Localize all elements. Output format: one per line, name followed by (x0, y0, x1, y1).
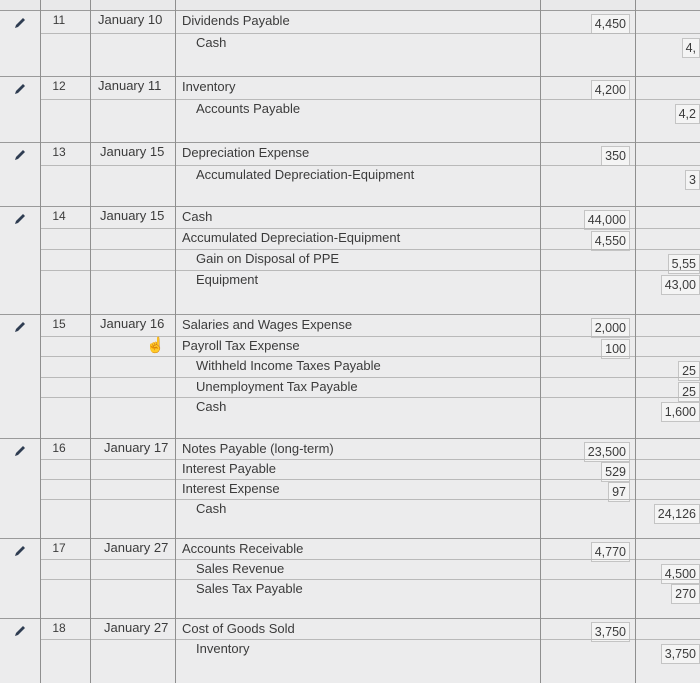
credit-amount[interactable]: 1,600 (661, 402, 700, 422)
row-divider (40, 559, 700, 560)
row-divider (40, 459, 700, 460)
row-divider (40, 397, 700, 398)
credit-account-name[interactable]: Cash (196, 399, 227, 414)
debit-amount[interactable]: 529 (601, 462, 630, 482)
debit-account-name[interactable]: Notes Payable (long-term) (182, 441, 334, 456)
row-divider (40, 270, 700, 271)
credit-account-name[interactable]: Unemployment Tax Payable (196, 378, 358, 394)
pencil-icon (13, 544, 27, 558)
credit-amount[interactable]: 3 (685, 170, 700, 190)
debit-account-name[interactable]: Salaries and Wages Expense (182, 317, 353, 332)
entry-number: 12 (52, 79, 66, 93)
credit-amount[interactable]: 4,2 (675, 104, 700, 124)
debit-account-name[interactable]: Interest Payable (182, 461, 276, 476)
debit-account-name[interactable]: Accumulated Depreciation-Equipment (182, 230, 401, 245)
row-divider (40, 336, 700, 337)
credit-amount[interactable]: 25 (678, 382, 700, 402)
entry-number: 16 (52, 441, 66, 455)
edit-entry-button[interactable] (0, 12, 40, 34)
debit-account-name[interactable]: Interest Expense (182, 481, 280, 496)
entry-date: January 27 (104, 540, 169, 555)
debit-amount[interactable]: 4,770 (591, 542, 630, 562)
pencil-icon (13, 148, 27, 162)
credit-amount[interactable]: 24,126 (654, 504, 700, 524)
credit-account-name[interactable]: Sales Tax Payable (196, 581, 303, 596)
debit-amount[interactable]: 4,200 (591, 80, 630, 100)
credit-amount[interactable]: 25 (678, 361, 700, 381)
row-divider (40, 356, 700, 357)
edit-entry-button[interactable] (0, 540, 40, 562)
debit-account-name[interactable]: Cost of Goods Sold (182, 621, 295, 636)
debit-amount[interactable]: 4,550 (591, 231, 630, 251)
edit-entry-button[interactable] (0, 620, 40, 642)
entry-date: January 15 (100, 208, 165, 223)
credit-account-name[interactable]: Gain on Disposal of PPE (196, 251, 340, 266)
credit-account-name[interactable]: Withheld Income Taxes Payable (196, 358, 381, 373)
credit-account-name[interactable]: Cash (196, 501, 227, 516)
entry-number: 15 (52, 317, 66, 331)
entry-date: January 10 (98, 12, 163, 27)
debit-account-name[interactable]: Depreciation Expense (182, 145, 310, 160)
edit-entry-button[interactable] (0, 208, 40, 230)
credit-amount[interactable]: 4,500 (661, 564, 700, 584)
debit-account-name[interactable]: Inventory (182, 79, 236, 94)
credit-amount[interactable]: 4, (682, 38, 700, 58)
debit-account-name[interactable]: Accounts Receivable (182, 541, 304, 556)
debit-amount[interactable]: 44,000 (584, 210, 630, 230)
row-divider (40, 579, 700, 580)
credit-amount[interactable]: 5,55 (668, 254, 700, 274)
row-divider (40, 165, 700, 166)
debit-amount[interactable]: 350 (601, 146, 630, 166)
credit-amount[interactable]: 270 (671, 584, 700, 604)
credit-account-name[interactable]: Accumulated Depreciation-Equipment (196, 167, 415, 182)
entry-date: January 27 (104, 620, 169, 635)
entry-date: January 17 (104, 440, 169, 455)
debit-amount[interactable]: 100 (601, 339, 630, 359)
credit-amount[interactable]: 43,00 (661, 275, 700, 295)
row-divider (40, 228, 700, 229)
column-divider (90, 0, 91, 683)
debit-amount[interactable]: 23,500 (584, 442, 630, 462)
row-divider (40, 33, 700, 34)
column-divider (635, 0, 636, 683)
pencil-icon (13, 16, 27, 30)
edit-entry-button[interactable] (0, 78, 40, 100)
pencil-icon (13, 212, 27, 226)
pencil-icon (13, 320, 27, 334)
debit-amount[interactable]: 3,750 (591, 622, 630, 642)
edit-entry-button[interactable] (0, 144, 40, 166)
credit-account-name[interactable]: Cash (196, 35, 227, 50)
row-divider (40, 377, 700, 378)
row-divider (40, 479, 700, 480)
entry-number: 17 (52, 541, 66, 555)
debit-amount[interactable]: 4,450 (591, 14, 630, 34)
entry-number: 18 (52, 621, 66, 635)
row-divider (40, 99, 700, 100)
credit-account-name[interactable]: Inventory (196, 641, 250, 656)
entry-number: 13 (52, 145, 66, 159)
debit-account-name[interactable]: Payroll Tax Expense (182, 337, 300, 353)
column-divider (540, 0, 541, 683)
credit-account-name[interactable]: Sales Revenue (196, 561, 285, 576)
entry-date: January 11 (98, 78, 162, 93)
edit-entry-button[interactable] (0, 440, 40, 462)
edit-entry-button[interactable] (0, 316, 40, 338)
row-divider (40, 499, 700, 500)
pencil-icon (13, 82, 27, 96)
column-divider (40, 0, 41, 683)
column-divider (175, 0, 176, 683)
debit-account-name[interactable]: Cash (182, 209, 213, 224)
entry-number: 11 (52, 13, 66, 27)
credit-account-name[interactable]: Equipment (196, 272, 259, 287)
debit-amount[interactable]: 2,000 (591, 318, 630, 338)
entry-date: January 16 (100, 316, 165, 331)
debit-account-name[interactable]: Dividends Payable (182, 13, 290, 28)
entry-date: January 15 (100, 144, 165, 159)
pencil-icon (13, 624, 27, 638)
entry-number: 14 (52, 209, 66, 223)
credit-account-name[interactable]: Accounts Payable (196, 101, 301, 116)
debit-amount[interactable]: 97 (608, 482, 630, 502)
hand-pointer-icon: ☝ (146, 337, 165, 354)
credit-amount[interactable]: 3,750 (661, 644, 700, 664)
pencil-icon (13, 444, 27, 458)
row-divider (40, 639, 700, 640)
row-divider (40, 249, 700, 250)
